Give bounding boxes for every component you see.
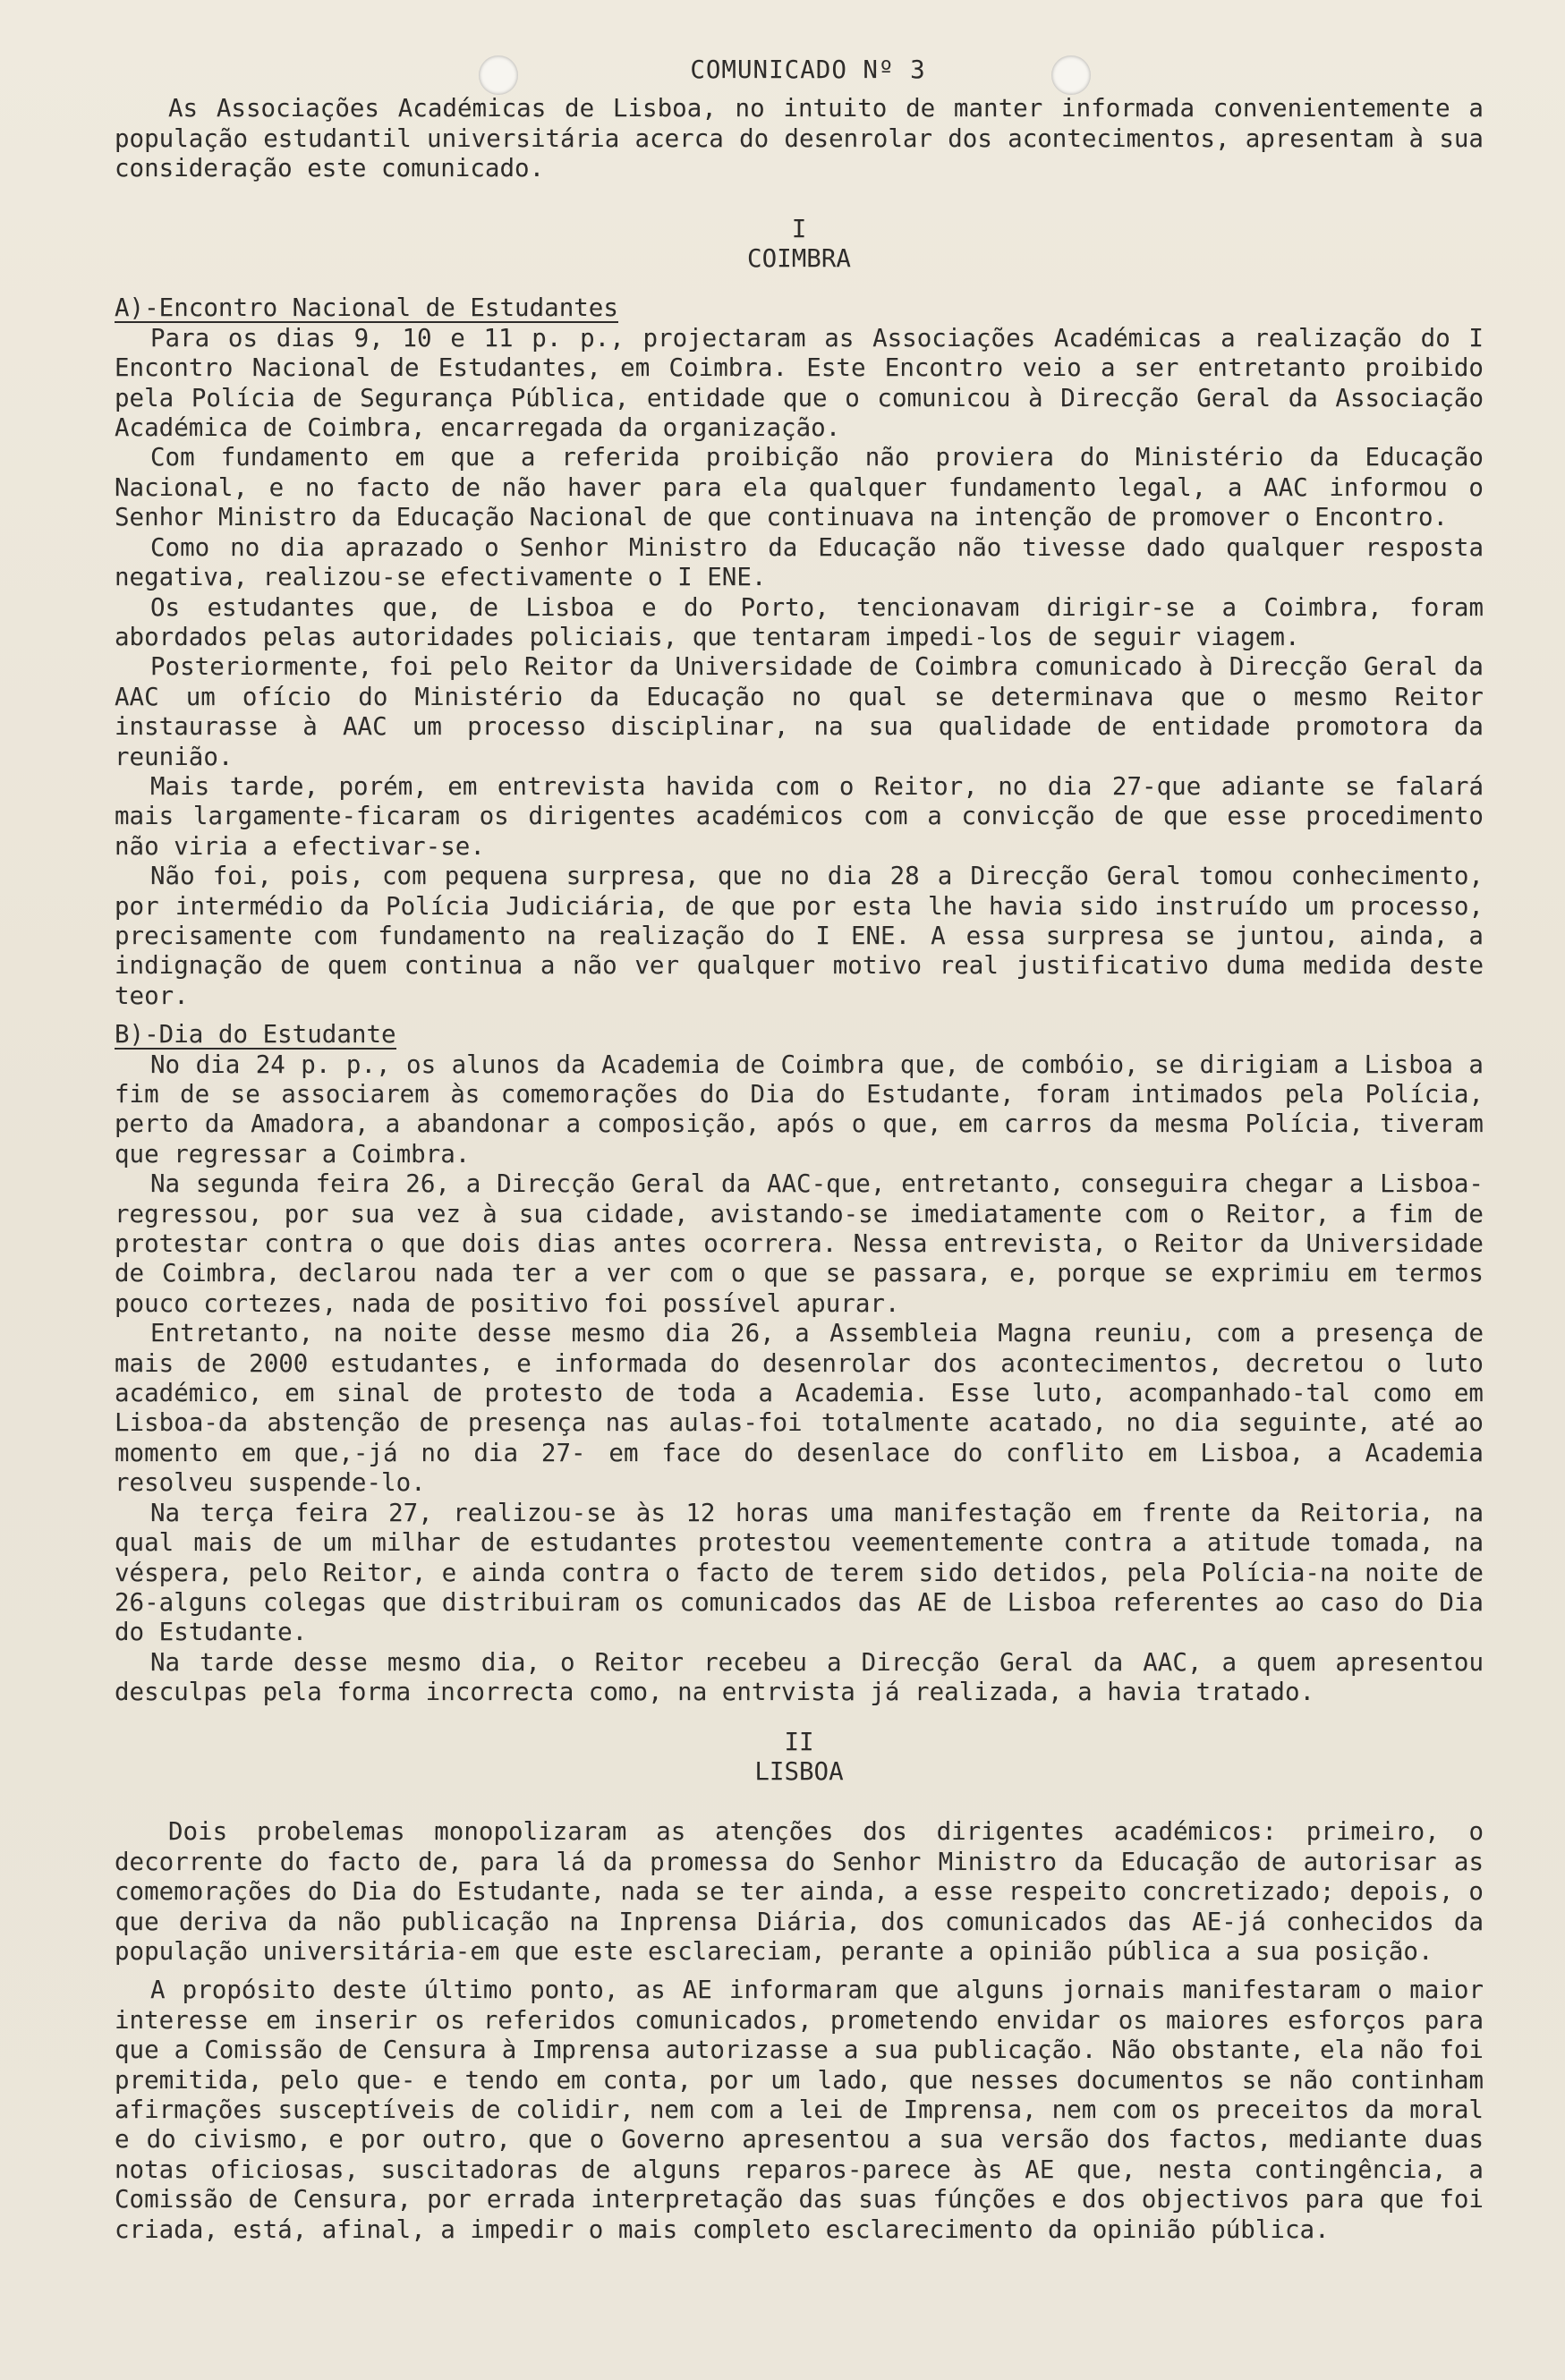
paragraph: Para os dias 9, 10 e 11 p. p., projectaram as Associações Académicas a realização do I Encontro Nacional de Estudantes, em Coimbra. Este Encontro veio a ser entretanto proibido pela Polícia de Segurança Pública, entidade que o comunicou à Direcção Geral da Associação Académica de Coimbra, encarregada da organização. xyxy=(115,323,1484,443)
paragraph: Mais tarde, porém, em entrevista havida com o Reitor, no dia 27-que adiante se falará mais largamente-ficaram os dirigentes académicos com a convicção de que esse procedimento não viria a efectivar-se. xyxy=(115,771,1484,861)
paragraph: Com fundamento em que a referida proibição não proviera do Ministério da Educação Nacional, e no facto de não haver para ela qualquer fundamento legal, a AAC informou o Senhor Ministro da Educação Nacional de que continuava na intenção de promover o Encontro. xyxy=(115,443,1484,532)
subheading-dia-do-estudante: B)-Dia do Estudante xyxy=(115,1020,396,1050)
paragraph: Posteriormente, foi pelo Reitor da Universidade de Coimbra comunicado à Direcção Geral da AAC um ofício do Ministério da Educação no qual se determinava que o mesmo Reitor instaurasse à AAC um processo disciplinar, na sua qualidade de entidade promotora da reunião. xyxy=(115,652,1484,771)
paragraph: Dois probelemas monopolizaram as atenções dos dirigentes académicos: primeiro, o decorrente do facto de, para lá da promessa do Senhor Ministro da Educação de autorisar as comemorações do Dia do Estudante, nada se ter ainda, a esse respeito concretizado; depois, o que deriva da não publicação na Inprensa Diária, dos comunicados das AE-já conhecidos da população universitária-em que este esclareciam, perante a opinião pública a sua posição. xyxy=(115,1817,1484,1966)
paragraph: Na tarde desse mesmo dia, o Reitor recebeu a Direcção Geral da AAC, a quem apresentou desculpas pela forma incorrecta como, na entrvista já realizada, a havia tratado. xyxy=(115,1647,1484,1707)
document-body xyxy=(115,55,1484,2245)
paragraph: A propósito deste último ponto, as AE informaram que alguns jornais manifestaram o maior interesse em inserir os referidos comunicados, prometendo envidar os maiores esforços para que a Comissão de Censura à Imprensa autorizasse a sua publicação. Não obstante, ela não foi premitida, pelo que- e tendo em conta, por um lado, que nesses documentos se não continham afirmações susceptíveis de colidir, nem com a lei de Imprensa, nem com os preceitos da moral e do civismo, e por outro, que o Governo apresentou a sua versão dos factos, mediante duas notas oficiosas, suscitadoras de alguns reparos-parece às AE que, nesta contingência, a Comissão de Censura, por errada interpretação das suas fúnções e dos objectivos para que foi criada, está, afinal, a impedir o mais completo esclarecimento da opinião pública. xyxy=(115,1976,1484,2244)
subheading-encontro-nacional: A)-Encontro Nacional de Estudantes xyxy=(115,293,618,323)
section-numeral-1: I xyxy=(791,214,807,243)
paragraph: No dia 24 p. p., os alunos da Academia de Coimbra que, de combóio, se dirigiam a Lisboa a fim de se associarem às comemorações do Dia do Estudante, foram intimados pela Polícia, perto da Amadora, a abandonar a composição, após o que, em carros da mesma Polícia, tiveram que regressar a Coimbra. xyxy=(115,1050,1484,1169)
section-heading-lisboa: LISBOA xyxy=(754,1756,844,1786)
section-numeral-2: II xyxy=(784,1727,814,1756)
section-heading-coimbra: COIMBRA xyxy=(747,244,851,274)
paragraph: Não foi, pois, com pequena surpresa, que no dia 28 a Direcção Geral tomou conhecimento, por intermédio da Polícia Judiciária, de que por esta lhe havia sido instruído um processo, precisamente com fundamento na realização do I ENE. A essa surpresa se juntou, ainda, a indignação de quem continua a não ver qualquer motivo real justificativo duma medida deste teor. xyxy=(115,862,1484,1010)
paragraph: Os estudantes que, de Lisboa e do Porto, tencionavam dirigir-se a Coimbra, foram abordados pelas autoridades policiais, que tentaram impedi-los de seguir viagem. xyxy=(115,592,1484,651)
paragraph: Na terça feira 27, realizou-se às 12 horas uma manifestação em frente da Reitoria, na qual mais de um milhar de estudantes protestou veementemente contra a atitude tomada, na véspera, pelo Reitor, e ainda contra o facto de terem sido detidos, pela Polícia-na noite de 26-alguns colegas que distribuiram os comunicados das AE de Lisboa referentes ao caso do Dia do Estudante. xyxy=(115,1498,1484,1647)
paragraph: Entretanto, na noite desse mesmo dia 26, a Assembleia Magna reuniu, com a presença de mais de 2000 estudantes, e informada do desenrolar dos acontecimentos, decretou o luto académico, em sinal de protesto de toda a Academia. Esse luto, acompanhado-tal como em Lisboa-da abstenção de presença nas aulas-foi totalmente acatado, no dia seguinte, até ao momento em que,-já no dia 27- em face do desenlace do conflito em Lisboa, a Academia resolveu suspende-lo. xyxy=(115,1319,1484,1498)
paragraph: Como no dia aprazado o Senhor Ministro da Educação não tivesse dado qualquer resposta negativa, realizou-se efectivamente o I ENE. xyxy=(115,532,1484,592)
intro-paragraph: As Associações Académicas de Lisboa, no intuito de manter informada convenientemente a população estudantil universitária acerca do desenrolar dos acontecimentos, apresentam à sua consideração este comunicado. xyxy=(115,94,1484,183)
paragraph: Na segunda feira 26, a Direcção Geral da AAC-que, entretanto, conseguira chegar a Lisboa-regressou, por sua vez à sua cidade, avistando-se imediatamente com o Reitor, a fim de protestar contra o que dois dias antes ocorrera. Nessa entrevista, o Reitor da Universidade de Coimbra, declarou nada ter a ver com o que se passara, e, porque se exprimiu em termos pouco cortezes, nada de positivo foi possível apurar. xyxy=(115,1169,1484,1318)
document-title: COMUNICADO Nº 3 xyxy=(690,55,926,84)
